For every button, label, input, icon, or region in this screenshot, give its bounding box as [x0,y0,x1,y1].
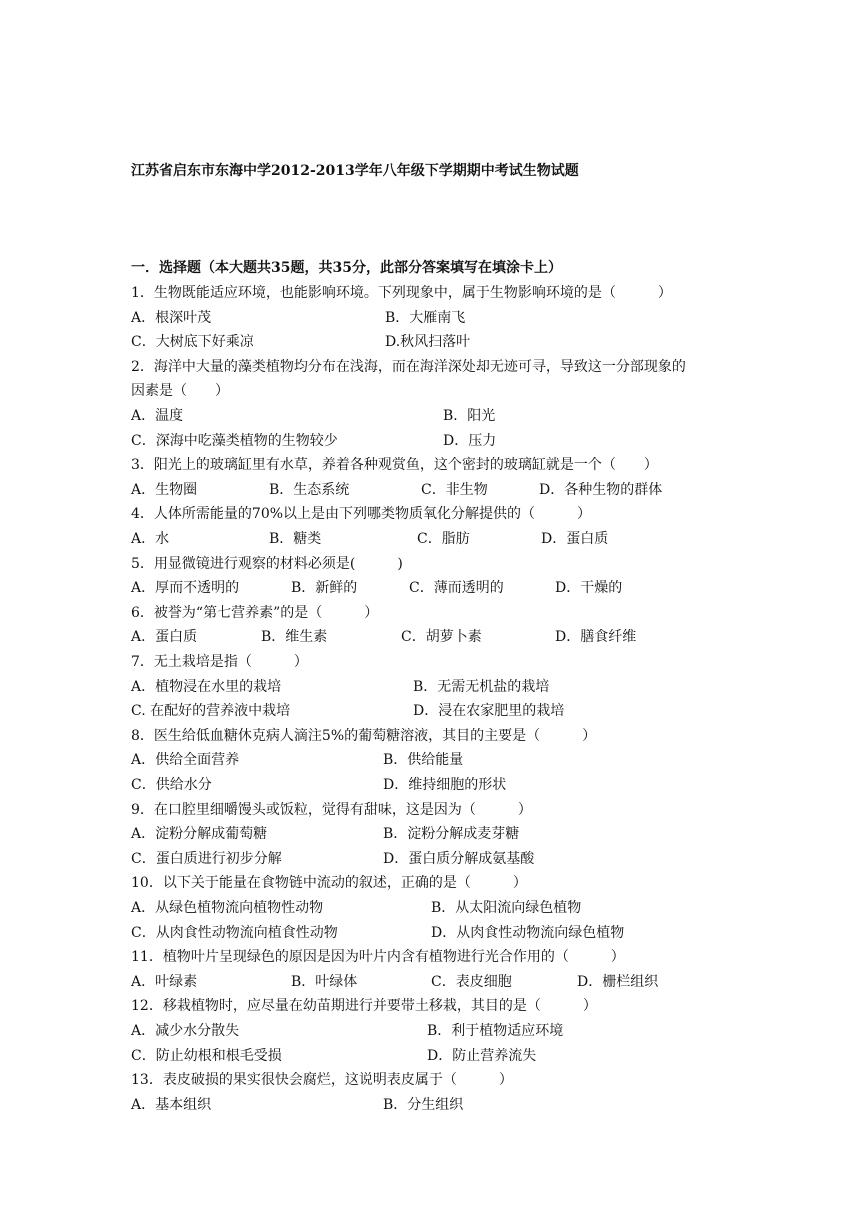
question-1-options [131,307,751,327]
question-2-stem: 2．海洋中大量的藻类植物均分布在浅海，而在海洋深处却无迹可寻，导致这一分部现象的 [131,359,686,375]
question-1-option-b[interactable]: D.秋风扫落叶 [385,334,471,350]
question-11-stem: 11．植物叶片呈现绿色的原因是因为叶片内含有植物进行光合作用的（ ） [131,949,625,965]
question-9-option-b[interactable]: B．淀粉分解成麦芽糖 [383,826,520,842]
question-12-option-a[interactable]: C．防止幼根和根毛受损 [131,1048,282,1064]
question-3-option-b[interactable]: B．生态系统 [269,482,350,498]
question-5-stem: 5．用显微镜进行观察的材料必须是( ) [131,556,403,572]
question-2-option-a[interactable]: A．温度 [131,408,184,424]
question-1-options [131,331,751,351]
question-12-option-b[interactable]: D．防止营养流失 [427,1048,537,1064]
question-6-stem: 6．被誉为“第七营养素”的是（ ） [131,605,379,621]
question-4-option-c[interactable]: C．脂肪 [417,531,470,547]
question-5-option-d[interactable]: D．干燥的 [555,580,623,596]
question-8-option-b[interactable]: D．维持细胞的形状 [383,777,507,793]
question-8-option-b[interactable]: B．供给能量 [383,752,464,768]
question-4-option-b[interactable]: B．糖类 [269,531,322,547]
question-5-option-c[interactable]: C．薄而透明的 [409,580,504,596]
question-13-option-b[interactable]: B．分生组织 [383,1097,464,1113]
question-8-option-a[interactable]: A．供给全面营养 [131,752,240,768]
question-13-option-a[interactable]: A．基本组织 [131,1097,212,1113]
question-8-option-a[interactable]: C．供给水分 [131,777,212,793]
question-2-options [131,430,751,450]
question-13-stem: 13．表皮破损的果实很快会腐烂，这说明表皮属于（ ） [131,1072,513,1088]
question-10-option-a[interactable]: C．从肉食性动物流向植食性动物 [131,925,338,941]
question-6-options [131,626,751,646]
question-4-option-a[interactable]: A．水 [131,531,170,547]
question-2-option-a[interactable]: C．深海中吃藻类植物的生物较少 [131,433,338,449]
question-9-option-b[interactable]: D．蛋白质分解成氨基酸 [383,851,535,867]
question-7-options [131,700,751,720]
question-10-stem: 10．以下关于能量在食物链中流动的叙述，正确的是（ ） [131,875,527,891]
question-11-option-a[interactable]: A．叶绿素 [131,974,198,990]
question-6-option-c[interactable]: C．胡萝卜素 [401,629,482,645]
question-9-options [131,848,751,868]
question-7-option-a[interactable]: C. 在配好的营养液中栽培 [131,703,291,719]
question-8-options [131,774,751,794]
question-3-option-a[interactable]: A．生物圈 [131,482,198,498]
question-1-option-b[interactable]: B．大雁南飞 [385,310,466,326]
question-8-options [131,749,751,769]
question-7-option-b[interactable]: D．浸在农家肥里的栽培 [413,703,565,719]
exam-title: 江苏省启东市东海中学2012-2013学年八年级下学期期中考试生物试题 [131,163,579,179]
question-9-options [131,823,751,843]
question-10-option-a[interactable]: A．从绿色植物流向植物性动物 [131,900,324,916]
section-heading: 一．选择题（本大题共35题，共35分，此部分答案填写在填涂卡上） [131,260,562,276]
question-3-option-c[interactable]: C．非生物 [421,482,488,498]
question-1-option-a[interactable]: A．根深叶茂 [131,310,212,326]
question-5-option-a[interactable]: A．厚而不透明的 [131,580,240,596]
question-3-stem: 3．阳光上的玻璃缸里有水草，养着各种观赏鱼，这个密封的玻璃缸就是一个（ ） [131,457,658,473]
question-2-option-b[interactable]: B．阳光 [443,408,496,424]
question-7-option-b[interactable]: B．无需无机盐的栽培 [413,679,550,695]
question-2-option-b[interactable]: D．压力 [443,433,497,449]
question-3-option-d[interactable]: D．各种生物的群体 [539,482,663,498]
question-11-option-d[interactable]: D．栅栏组织 [577,974,659,990]
question-9-stem: 9．在口腔里细嚼馒头或饭粒，觉得有甜味，这是因为（ ） [131,802,532,818]
question-12-option-b[interactable]: B．利于植物适应环境 [427,1023,564,1039]
question-12-options [131,1045,751,1065]
question-8-stem: 8．医生给低血糖休克病人滴注5%的葡萄糖溶液，其目的主要是（ ） [131,728,597,744]
question-2-stem: 因素是（ ） [131,383,229,399]
question-13-options [131,1094,751,1114]
question-7-stem: 7．无土栽培是指（ ） [131,654,308,670]
question-11-option-c[interactable]: C．表皮细胞 [431,974,512,990]
question-7-options [131,676,751,696]
question-4-option-d[interactable]: D．蛋白质 [541,531,609,547]
question-12-stem: 12．移栽植物时，应尽量在幼苗期进行并要带土移栽，其目的是（ ） [131,998,597,1014]
question-10-option-b[interactable]: D．从肉食性动物流向绿色植物 [431,925,625,941]
question-2-options [131,405,751,425]
question-4-stem: 4．人体所需能量的70%以上是由下列哪类物质氧化分解提供的（ ） [131,506,592,522]
question-11-option-b[interactable]: B．叶绿体 [291,974,358,990]
question-10-options [131,897,751,917]
question-1-option-a[interactable]: C．大树底下好乘凉 [131,334,254,350]
question-6-option-b[interactable]: B．维生素 [261,629,328,645]
question-9-option-a[interactable]: C．蛋白质进行初步分解 [131,851,282,867]
question-6-option-d[interactable]: D．膳食纤维 [555,629,637,645]
question-5-options [131,577,751,597]
question-9-option-a[interactable]: A．淀粉分解成葡萄糖 [131,826,268,842]
question-4-options [131,528,751,548]
question-12-options [131,1020,751,1040]
question-12-option-a[interactable]: A．减少水分散失 [131,1023,240,1039]
question-5-option-b[interactable]: B．新鲜的 [291,580,358,596]
question-10-options [131,922,751,942]
question-11-options [131,971,751,991]
question-6-option-a[interactable]: A．蛋白质 [131,629,198,645]
question-10-option-b[interactable]: B．从太阳流向绿色植物 [431,900,582,916]
question-1-stem: 1．生物既能适应环境，也能影响环境。下列现象中，属于生物影响环境的是（ ） [131,285,672,301]
question-7-option-a[interactable]: A．植物浸在水里的栽培 [131,679,282,695]
question-3-options [131,479,751,499]
